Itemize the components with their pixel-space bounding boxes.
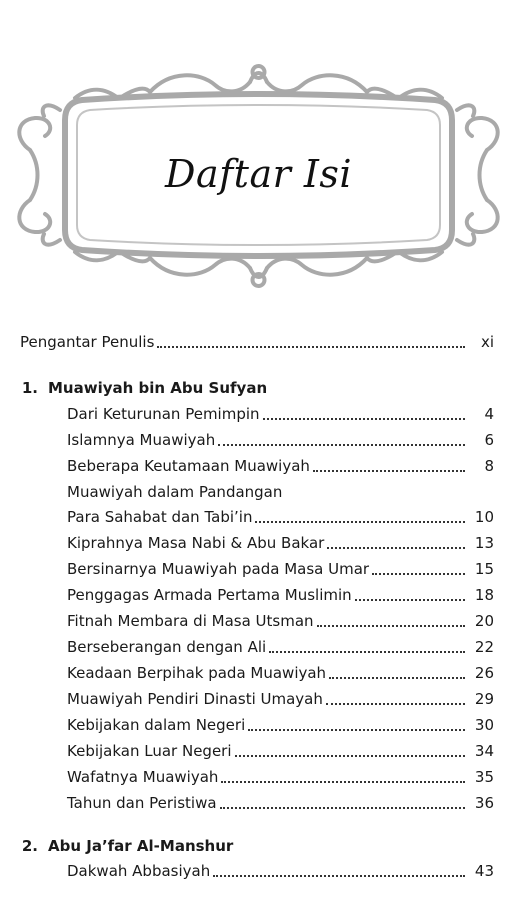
toc-entry-page: 6 — [484, 431, 494, 449]
toc-entry-page: 29 — [474, 690, 494, 708]
toc-entry — [67, 430, 494, 450]
toc-entry-label: Berseberangan dengan Ali — [67, 638, 267, 656]
leader-dots — [329, 675, 465, 679]
toc-entry — [67, 456, 494, 476]
toc-entry-page: 43 — [474, 862, 494, 880]
leader-dots — [313, 468, 465, 472]
toc-entry-page: 26 — [474, 664, 494, 682]
toc-entry — [67, 507, 494, 527]
toc-entry-label: Fitnah Membara di Masa Utsman — [67, 612, 314, 630]
toc-entry-page: 13 — [474, 534, 494, 552]
leader-dots — [213, 873, 465, 877]
toc-entry-page: 30 — [474, 716, 494, 734]
leader-dots — [220, 805, 465, 809]
toc-entry-label: Kiprahnya Masa Nabi & Abu Bakar — [67, 534, 325, 552]
leader-dots — [355, 597, 465, 601]
toc-entry-page: 15 — [474, 560, 494, 578]
toc-entry — [67, 663, 494, 683]
toc-entry-page: 20 — [474, 612, 494, 630]
toc-entry-label: Muawiyah dalam Pandangan — [67, 483, 283, 501]
leader-dots — [263, 416, 465, 420]
toc-entry — [67, 861, 494, 881]
page-title: Daftar Isi — [164, 152, 353, 196]
leader-dots — [327, 545, 465, 549]
chapter-heading — [10, 378, 267, 398]
chapter-title: Muawiyah bin Abu Sufyan — [48, 379, 268, 397]
toc-entry-page: 35 — [474, 768, 494, 786]
leader-dots — [218, 442, 465, 446]
chapter-heading — [10, 836, 233, 856]
toc-entry-label: Bersinarnya Muawiyah pada Masa Umar — [67, 560, 370, 578]
leader-dots — [372, 571, 465, 575]
toc-entry — [67, 404, 494, 424]
toc-entry-page: xi — [480, 333, 494, 351]
leader-dots — [326, 701, 465, 705]
toc-entry-label: Pengantar Penulis — [20, 333, 155, 351]
toc-entry-label: Islamnya Muawiyah — [67, 431, 216, 449]
toc-entry-label: Kebijakan Luar Negeri — [67, 742, 232, 760]
leader-dots — [317, 623, 465, 627]
toc-entry — [67, 689, 494, 709]
toc-entry-page: 34 — [474, 742, 494, 760]
toc-entry-page: 22 — [474, 638, 494, 656]
leader-dots — [269, 649, 465, 653]
leader-dots — [248, 727, 465, 731]
toc-entry — [67, 533, 494, 553]
chapter-number: 1. — [21, 379, 38, 397]
toc-entry-label: Para Sahabat dan Tabi’in — [67, 508, 253, 526]
toc-entry-label: Wafatnya Muawiyah — [67, 768, 219, 786]
toc-entry — [67, 793, 494, 813]
toc-entry — [67, 741, 494, 761]
chapter-title: Abu Ja’far Al-Manshur — [48, 837, 234, 855]
toc-entry-label: Dakwah Abbasiyah — [67, 862, 211, 880]
toc-entry-page: 8 — [484, 457, 494, 475]
toc-entry — [67, 637, 494, 657]
toc-entry-page: 10 — [474, 508, 494, 526]
toc-entry-page: 36 — [474, 794, 494, 812]
toc-entry — [67, 585, 494, 605]
toc-entry-label: Dari Keturunan Pemimpin — [67, 405, 260, 423]
chapter-number: 2. — [21, 837, 38, 855]
toc-entry-label: Keadaan Berpihak pada Muawiyah — [67, 664, 327, 682]
ornamental-frame — [0, 0, 517, 300]
toc-entry-label: Kebijakan dalam Negeri — [67, 716, 246, 734]
leader-dots — [221, 779, 465, 783]
leader-dots — [157, 344, 465, 348]
toc-entry-label: Penggagas Armada Pertama Muslimin — [67, 586, 352, 604]
toc-entry — [67, 559, 494, 579]
toc-entry-label: Tahun dan Peristiwa — [67, 794, 217, 812]
leader-dots — [235, 753, 465, 757]
toc-entry-preface — [20, 332, 494, 352]
toc-entry — [67, 715, 494, 735]
toc-entry — [67, 767, 494, 787]
leader-dots — [255, 519, 465, 523]
toc-entry-page: 18 — [474, 586, 494, 604]
toc-entry-page: 4 — [484, 405, 494, 423]
toc-entry-label: Muawiyah Pendiri Dinasti Umayah — [67, 690, 323, 708]
toc-entry-label: Beberapa Keutamaan Muawiyah — [67, 457, 310, 475]
toc-entry — [67, 611, 494, 631]
